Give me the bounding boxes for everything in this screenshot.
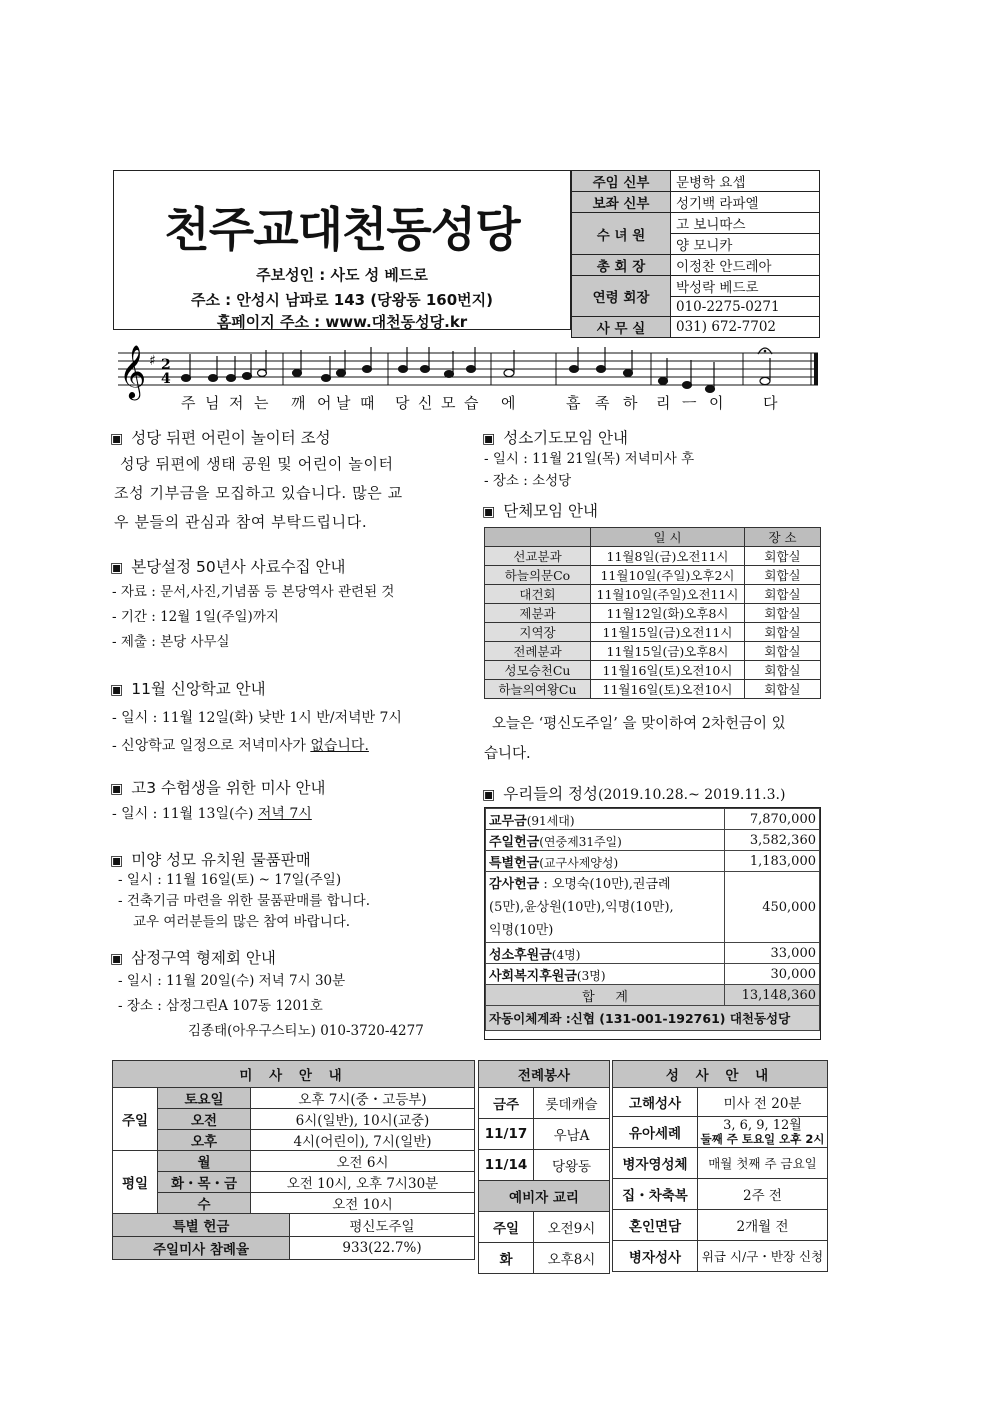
- kindergarten-text: - 일시 : 11월 16일(토) ~ 17일(주일) - 건축기금 마련을 위한 물품판매를 합니다. 교우 여러분들의 많은 참여 바랍니다.: [118, 872, 371, 930]
- account-row: 자동이체계좌 :신협 (131-001-192761) 대천동성당: [486, 1006, 820, 1031]
- catechism-row-label: 주일: [479, 1212, 534, 1243]
- playground-text: 성당 뒤편에 생태 공원 및 어린이 놀이터 조성 기부금을 모집하고 있습니다. 많은 교 우 분들의 관심과 참여 부탁드립니다.: [114, 455, 403, 531]
- offering-box: [484, 807, 821, 1040]
- mass-row-label: 화・목・금: [158, 1172, 251, 1193]
- liturgy-row-label: 11/14: [479, 1150, 534, 1181]
- sacraments-title: 성 사 안 내: [613, 1061, 828, 1088]
- offering-total-row: 합 계 13,148,360: [486, 985, 820, 1006]
- special-offering-label: 특별 헌금: [113, 1214, 290, 1237]
- section-title-groups: ▣ 단체모임 안내: [482, 502, 598, 520]
- section-title-history: ▣ 본당설정 50년사 사료수집 안내: [110, 558, 346, 576]
- pastor-label: 주임 신부: [572, 171, 671, 192]
- sacrament-row-value: 2주 전: [698, 1179, 828, 1210]
- section-title-playground: ▣ 성당 뒤편 어린이 놀이터 조성: [110, 429, 331, 447]
- table-row: 교무금(91세대) 7,870,000: [486, 809, 820, 830]
- sacrament-row-label: 병자성사: [613, 1241, 698, 1272]
- lyric-syllable: 족: [595, 394, 610, 412]
- convent-sister-1: 고 보니따스: [671, 213, 820, 234]
- mass-row-value: 4시(어린이), 7시(일반): [251, 1130, 475, 1151]
- president-name: 이정찬 안드레아: [671, 255, 820, 276]
- sacrament-row-value: 둘째 주 토요일 오후 2시: [700, 1132, 825, 1146]
- lyric-syllable: 흡: [566, 394, 581, 412]
- table-row: 성모승천Cu 11월16일(토)오전10시 회합실: [485, 661, 821, 680]
- section-title-holy-hour: ▣ 성소기도모임 안내: [482, 429, 628, 447]
- treble-clef-icon: 𝄞: [119, 344, 147, 398]
- section-title-exam-mass: ▣ 고3 수험생을 위한 미사 안내: [110, 779, 326, 797]
- patron-saint: 주보성인 : 사도 성 베드로: [256, 266, 428, 284]
- section-title-kindergarten: ▣ 미양 성모 유치원 물품판매: [110, 851, 311, 869]
- liturgy-row-value: 롯데캐슬: [534, 1088, 610, 1119]
- lyric-syllable: 신: [418, 394, 433, 412]
- mass-weekday-label: 평일: [113, 1151, 158, 1214]
- second-collection-notice: 오늘은 ‘평신도주일’ 을 맞이하여 2차헌금이 있 습니다.: [484, 716, 786, 762]
- sacrament-row-value: 위급 시/구・반장 신청: [698, 1241, 828, 1272]
- president-label: 총 회 장: [572, 255, 671, 276]
- table-row: 사회복지후원금(3명) 30,000: [486, 964, 820, 985]
- faith-school-text: - 일시 : 11월 12일(화) 낮반 1시 반/저녁반 7시 - 신앙학교 일정으로 저녁미사가 없습니다.: [112, 710, 402, 754]
- liturgy-row-label: 11/17: [479, 1119, 534, 1150]
- exam-mass-text: - 일시 : 11월 13일(수) 저녁 7시: [112, 806, 312, 822]
- table-row: 대건회 11월10일(주일)오전11시 회합실: [485, 585, 821, 604]
- liaison-phone: 010-2275-0271: [671, 297, 820, 317]
- liturgy-row-value: 당왕동: [534, 1150, 610, 1181]
- section-title-offering: ▣ 우리들의 정성(2019.10.28.~ 2019.11.3.): [482, 785, 786, 803]
- sacrament-row-label: 집・차축복: [613, 1179, 698, 1210]
- history-text: - 자료 : 문서,사진,기념품 등 본당역사 관련된 것 - 기간 : 12월 1일(주일)까지 - 제출 : 본당 사무실: [112, 584, 395, 650]
- convent-sister-2: 양 모니카: [671, 234, 820, 255]
- liturgy-row-label: 금주: [479, 1088, 534, 1119]
- assistant-name: 성기백 라파엘: [671, 192, 820, 213]
- lyric-syllable: 저: [229, 394, 244, 412]
- lyric-syllable: 리: [656, 394, 671, 412]
- lyric-syllable: ㅡ: [682, 394, 697, 412]
- office-phone: 031) 672-7702: [671, 317, 820, 338]
- sacrament-row-value: 매월 첫째 주 금요일: [698, 1148, 828, 1179]
- catechism-title: 예비자 교리: [479, 1181, 610, 1212]
- office-label: 사 무 실: [572, 317, 671, 338]
- table-row: 지역장 11월15일(금)오전11시 회합실: [485, 623, 821, 642]
- lyric-syllable: 모: [441, 394, 456, 412]
- sacrament-row-value: 3, 6, 9, 12월: [723, 1118, 802, 1133]
- sacrament-row-label: 유아세례: [613, 1117, 698, 1148]
- svg-text:4: 4: [161, 371, 171, 387]
- lyric-syllable: 당: [395, 394, 410, 412]
- lyric-syllable: 에: [501, 394, 516, 412]
- group-meeting-table: [484, 527, 821, 699]
- mass-schedule-table: [112, 1060, 475, 1260]
- lyric-syllable: 주: [181, 394, 196, 412]
- table-row: 성소후원금(4명) 33,000: [486, 943, 820, 964]
- liturgy-title: 전례봉사: [479, 1061, 610, 1088]
- table-row: 하늘의문Co 11월10일(주일)오후2시 회합실: [485, 566, 821, 585]
- sacrament-row-label: 병자영성체: [613, 1148, 698, 1179]
- parish-title: 천주교대천동성당: [164, 203, 520, 258]
- holy-hour-text: - 일시 : 11월 21일(목) 저녁미사 후 - 장소 : 소성당: [484, 451, 695, 489]
- mass-row-value: 오전 6시: [251, 1151, 475, 1172]
- lyric-syllable: 어: [317, 394, 332, 412]
- catechism-row-value: 오전9시: [534, 1212, 610, 1243]
- mass-sunday-label: 주일: [113, 1088, 158, 1151]
- catechism-row-value: 오후8시: [534, 1243, 610, 1274]
- pastor-name: 문병학 요셉: [671, 171, 820, 192]
- lyric-syllable: 님: [205, 394, 220, 412]
- attendance-value: 933(22.7%): [290, 1237, 475, 1260]
- mass-row-value: 오전 10시: [251, 1193, 475, 1214]
- sacrament-row-value: 미사 전 20분: [698, 1088, 828, 1117]
- mass-row-label: 오전: [158, 1109, 251, 1130]
- header-box: [113, 170, 571, 330]
- special-offering-value: 평신도주일: [290, 1214, 475, 1237]
- sacrament-row-value: 2개월 전: [698, 1210, 828, 1241]
- lyric-syllable: 날: [336, 394, 351, 412]
- group-header-time: 일 시: [591, 528, 745, 547]
- mass-title: 미 사 안 내: [113, 1061, 475, 1088]
- lyric-syllable: 습: [464, 394, 479, 412]
- mass-row-value: 6시(일반), 10시(교중): [251, 1109, 475, 1130]
- liturgy-table: [478, 1060, 610, 1274]
- sacrament-row-label: 혼인면담: [613, 1210, 698, 1241]
- lyric-syllable: 이: [709, 394, 724, 412]
- samjeong-text: - 일시 : 11월 20일(수) 저녁 7시 30분 - 장소 : 삼정그린A 107동 1201호 김종태(아우구스티노) 010-3720-4277: [118, 973, 424, 1039]
- group-header-place: 장 소: [745, 528, 821, 547]
- liaison-name: 박성락 베드로: [671, 276, 820, 297]
- lyric-syllable: 다: [763, 394, 778, 412]
- table-row: 전례분과 11월15일(금)오후8시 회합실: [485, 642, 821, 661]
- svg-text:2: 2: [161, 357, 171, 373]
- table-row: 제분과 11월12일(화)오후8시 회합실: [485, 604, 821, 623]
- mass-row-label: 월: [158, 1151, 251, 1172]
- sacrament-row-label: 고해성사: [613, 1088, 698, 1117]
- liaison-label: 연령 회장: [572, 276, 671, 317]
- section-title-samjeong: ▣ 삼정구역 형제회 안내: [110, 949, 276, 967]
- mass-row-value: 오후 7시(중・고등부): [251, 1088, 475, 1109]
- convent-label: 수 녀 원: [572, 213, 671, 255]
- assistant-label: 보좌 신부: [572, 192, 671, 213]
- homepage-address: 홈페이지 주소 : www.대천동성당.kr: [216, 313, 468, 331]
- attendance-label: 주일미사 참례율: [113, 1237, 290, 1260]
- mass-row-label: 수: [158, 1193, 251, 1214]
- table-row: 주일헌금(연중제31주일) 3,582,360: [486, 830, 820, 851]
- table-row: 감사헌금 : 오명숙(10만),권금례 (5만),윤상원(10만),익명(10만), 익명(10만) 450,000: [486, 872, 820, 943]
- parish-address: 주소 : 안성시 남파로 143 (당왕동 160번지): [190, 291, 494, 309]
- staff-table: [571, 170, 820, 338]
- table-row: 하늘의여왕Cu 11월16일(토)오전10시 회합실: [485, 680, 821, 699]
- offering-table: [485, 808, 820, 1031]
- mass-row-label: 토요일: [158, 1088, 251, 1109]
- section-title-faith-school: ▣ 11월 신앙학교 안내: [110, 680, 266, 698]
- mass-row-label: 오후: [158, 1130, 251, 1151]
- table-row: 특별헌금(교구사제양성) 1,183,000: [486, 851, 820, 872]
- catechism-row-label: 화: [479, 1243, 534, 1274]
- table-row: 선교분과 11월8일(금)오전11시 회합실: [485, 547, 821, 566]
- sacraments-table: [612, 1060, 828, 1272]
- lyric-syllable: 때: [360, 394, 375, 412]
- liturgy-row-value: 우남A: [534, 1119, 610, 1150]
- svg-text:♯: ♯: [149, 353, 156, 369]
- lyric-syllable: 는: [254, 394, 269, 412]
- lyric-syllable: 하: [623, 394, 638, 412]
- lyric-syllable: 깨: [291, 394, 306, 412]
- mass-row-value: 오전 10시, 오후 7시30분: [251, 1172, 475, 1193]
